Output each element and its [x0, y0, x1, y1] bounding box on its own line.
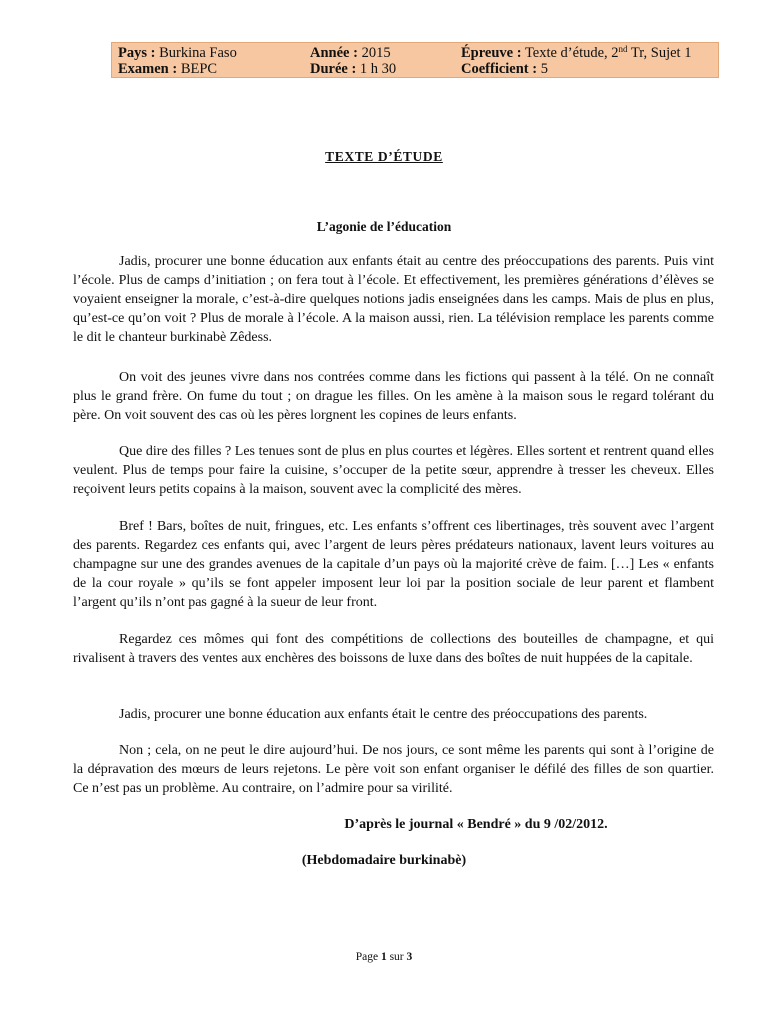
page-number: 1 [380, 951, 387, 963]
of-word: sur [389, 951, 404, 963]
subject-label: Épreuve : [461, 45, 522, 61]
subject-field [461, 45, 691, 61]
paragraph-1: Jadis, procurer une bonne éducation aux enfants était au centre des préoccupations des parents. Puis vint l’école. Plus de camps d’initiation ; on fera tout à l’école. Et effectivement, les premières générations d’élèves se voyaient enseigner la morale, c’est-à-dire quelques notions jadis enseignées dans les camps. Mais de plus en plus, qu’est-ce qu’on voit ? Plus de morale à l’école. A la maison aussi, rien. La télévision remplace les parents comme le dit le chanteur burkinabè Zêdess. [73, 254, 714, 345]
subject-value: Texte d’étude, 2nd Tr, Sujet 1 [524, 44, 692, 61]
country-value: Burkina Faso [159, 45, 237, 61]
document-title: TEXTE D’ÉTUDE [325, 149, 443, 164]
paragraph-6: Jadis, procurer une bonne éducation aux enfants était le centre des préoccupations des parents. [119, 707, 648, 722]
exam-header-box [111, 42, 719, 78]
year-value: 2015 [361, 45, 391, 61]
source-citation: D’après le journal « Bendré » du 9 /02/2012. [344, 817, 608, 832]
duration-value: 1 h 30 [359, 61, 397, 77]
duration-field [310, 61, 396, 77]
page-word: Page [355, 951, 379, 963]
page-footer [0, 951, 768, 963]
exam-field [118, 61, 217, 77]
paragraph-5: Regardez ces mômes qui font des compétitions de collections des bouteilles de champagne, et qui rivalisent à travers des ventes aux enchères des boissons de luxe dans des boîtes de nuit huppées de la capitale. [73, 632, 714, 666]
paragraph-4: Bref ! Bars, boîtes de nuit, fringues, etc. Les enfants s’offrent ces libertinages, très souvent avec l’argent des parents. Regardez ces enfants qui, avec l’argent de leurs pères prédateurs nationaux, lavent leurs voitures au champagne sur une des grandes avenues de la capitale d’un pays où la majorité crève de faim. […] Les « enfants de la cour royale » qu’ils se font appeler imposent leur loi par la position sociale de leur parent et flambent l’argent qu’ils n’ont pas gagné à la sueur de leur front. [73, 519, 714, 610]
country-field [118, 45, 237, 61]
coefficient-label: Coefficient : [461, 61, 538, 77]
year-field [310, 45, 391, 61]
year-label: Année : [310, 45, 358, 61]
paragraph-2: On voit des jeunes vivre dans nos contrées comme dans les fictions qui passent à la télé. On ne connaît plus le grand frère. On fume du tout ; on drague les filles. On les amène à la maison sous le regard tolérant du père. On voit souvent des cas où les pères lorgnent les copines de leurs enfants. [73, 370, 714, 423]
paragraph-3: Que dire des filles ? Les tenues sont de plus en plus courtes et légères. Elles sortent et rentrent quand elles veulent. Plus de temps pour faire la cuisine, s’occuper de la petite sœur, apprendre à tresser les cheveux. Elles reçoivent leurs petits copains à la maison, souvent avec la complicité des mères. [73, 444, 714, 497]
coefficient-field [461, 61, 548, 77]
coefficient-value: 5 [540, 61, 548, 77]
exam-value: BEPC [180, 61, 218, 77]
total-pages: 3 [406, 951, 413, 963]
paragraph-7: Non ; cela, on ne peut le dire aujourd’hui. De nos jours, ce sont même les parents qui sont à l’origine de la dépravation des mœurs de leurs rejetons. Le père voit son enfant organiser le défilé des filles de son quartier. Ce n’est pas un problème. Au contraire, on l’admire pour sa virilité. [73, 743, 714, 796]
country-label: Pays : [118, 45, 156, 61]
duration-label: Durée : [310, 61, 357, 77]
text-subtitle: L’agonie de l’éducation [316, 219, 452, 234]
publication-note: (Hebdomadaire burkinabè) [301, 853, 467, 868]
exam-label: Examen : [118, 61, 178, 77]
